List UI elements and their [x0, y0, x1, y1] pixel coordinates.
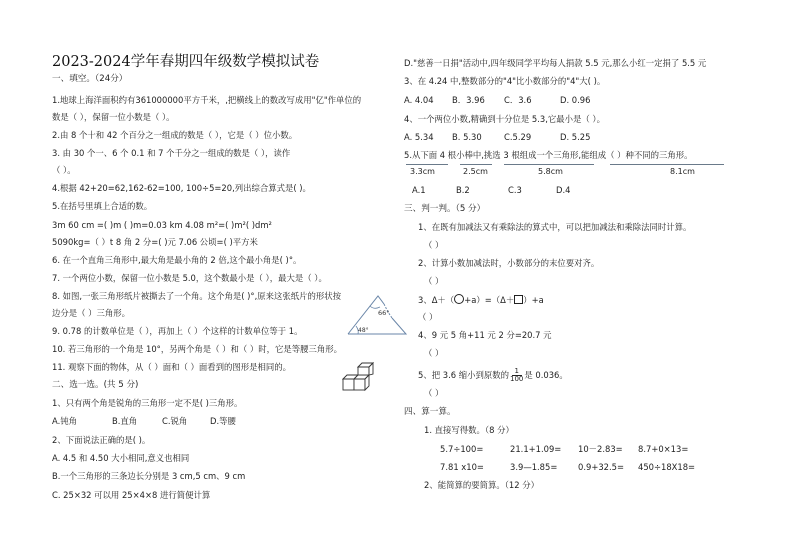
choice-q2-option-d: D."慈善一日捐"活动中,四年级同学平均每人捐款 5.5 元,那么小红一定捐了 5.5 元: [404, 58, 707, 68]
judge-q3-text-a: 3、Δ＋（: [418, 295, 455, 305]
q1-line-a: 1.地球上海洋面积约有361000000平方千米，,把横线上的数改写成用"亿"作单位的: [52, 95, 362, 105]
section1-heading: 一、填空。（24分）: [52, 74, 128, 84]
judge-q2-answer: （ ）: [424, 276, 444, 286]
calc-r2-c1: 7.81 x10=: [440, 462, 484, 472]
choice-q4-option-a: A. 5.34: [404, 132, 434, 142]
stick-2: [460, 164, 492, 165]
choice-q4-option-d: D. 5.25: [560, 132, 591, 142]
judge-q5-answer: （ ）: [424, 388, 444, 398]
judge-q1-line: 1、在既有加减法又有乘除法的算式中，可以把加减法和乘除法同时计算。: [418, 222, 692, 232]
calc-sub2-heading: 2、能简算的要简算。（12 分）: [424, 480, 539, 490]
stick-4: [610, 164, 724, 165]
q10-line: 10. 若三角形的一个角是 10°，另两个角是（ ）和（ ）时，它是等腰三角形。: [52, 344, 343, 354]
choice-q3-option-c: C．3.6: [504, 95, 532, 105]
section2-heading: 二、选一选。(共 5 分): [52, 380, 139, 390]
choice-q1-option-c: C.锐角: [162, 416, 188, 426]
judge-q5-text-a: 5、把 3.6 缩小到原数的: [418, 370, 509, 380]
judge-q3-line: [418, 294, 544, 305]
q8-line-a: 8. 如图,一张三角形纸片被撕去了一个角。这个角是( )°,原来这张纸片的形状按: [52, 291, 341, 301]
square-symbol-icon: [514, 295, 523, 304]
q7-line: 7. 一个两位小数，保留一位小数是 5.0，这个数最小是（ ），最大是（ ）。: [52, 273, 327, 283]
angle-48-label: 48°: [358, 327, 369, 334]
judge-q4-answer: （ ）: [424, 348, 444, 358]
choice-q1-line: 1、只有两个角是锐角的三角形一定不是( )三角形。: [52, 398, 243, 408]
calc-sub1-heading: 1. 直接写得数。（8 分）: [424, 425, 514, 435]
stick-1: [406, 164, 448, 165]
stick-2-label: 2.5cm: [463, 167, 488, 176]
choice-q1-option-a: A.钝角: [52, 416, 77, 426]
choice-q3-line: 3、在 4.24 中,整数部分的"4"比小数部分的"4"大( )。: [404, 76, 606, 86]
fraction-1-100: [510, 368, 523, 383]
q5-line: 5.在括号里填上合适的数。: [52, 201, 153, 211]
choice-q5-option-c: C.3: [508, 185, 522, 195]
calc-r2-c4: 450÷18X18=: [638, 462, 696, 472]
calc-r1-c3: 10－2.83=: [578, 444, 623, 454]
choice-q4-option-b: B. 5.30: [452, 132, 482, 142]
exam-title: 2023-2024学年春期四年级数学模拟试卷: [52, 54, 320, 70]
judge-q5-text-b: 是 0.036。: [524, 370, 568, 380]
calc-r2-c2: 3.9—1.85=: [510, 462, 558, 472]
q3-line-b: （ ）。: [52, 165, 76, 175]
q4-line: 4.根据 42+20=62,162-62=100, 100÷5=20,列出综合算式是( )。: [52, 183, 311, 193]
section4-heading: 四、算一算。: [404, 407, 456, 417]
choice-q3-option-d: D. 0.96: [560, 95, 591, 105]
calc-r1-c2: 21.1+1.09=: [510, 444, 562, 454]
stick-1-label: 3.3cm: [410, 167, 435, 176]
choice-q5-option-b: B.2: [456, 185, 470, 195]
choice-q1-option-d: D.等腰: [210, 416, 236, 426]
q2-line: 2.由 8 个十和 42 个百分之一组成的数是（ ），它是（ ）位小数。: [52, 130, 298, 140]
choice-q3-option-a: A. 4.04: [404, 95, 434, 105]
calc-r1-c4: 8.7+0×13=: [638, 444, 689, 454]
fraction-denominator: 100: [509, 375, 524, 383]
cube-stack-figure: [340, 362, 378, 394]
calc-r2-c3: 0.9+32.5=: [578, 462, 625, 472]
circle-symbol-icon: [454, 294, 464, 304]
judge-q3-text-b: +a）=（Δ＋: [464, 295, 515, 305]
q5-line-a: 3m 60 cm =( )m ( )m=0.03 km 4.08 m²=( )m²( )dm²: [52, 220, 272, 230]
q9-line: 9. 0.78 的计数单位是（ ），再加上（ ）个这样的计数单位等于 1。: [52, 326, 303, 336]
fraction-numerator: 1: [514, 367, 519, 375]
judge-q4-line: 4、9 元 5 角+11 元 2 分=20.7 元: [418, 330, 552, 340]
choice-q1-option-b: B.直角: [112, 416, 138, 426]
judge-q5-line: [418, 367, 568, 383]
q5-line-b: 5090kg=（ ）t 8 角 2 分=( )元 7.06 公顷=( )平方米: [52, 237, 258, 247]
choice-q2-option-a: A. 4.5 和 4.50 大小相同,意义也相同: [52, 453, 190, 463]
choice-q2-option-b: B.一个三角形的三条边长分别是 3 cm,5 cm、9 cm: [52, 471, 246, 481]
stick-3: [504, 164, 594, 165]
judge-q3-text-c: ）+a: [523, 295, 544, 305]
stick-4-label: 8.1cm: [670, 167, 695, 176]
q1-line-b: 数是（ ），保留一位小数是（ ）。: [52, 112, 175, 122]
section3-heading: 三、判一判。（5 分）: [404, 204, 486, 214]
choice-q5-option-a: A.1: [412, 185, 426, 195]
choice-q4-line: 4、一个两位小数,精确到十分位是 5.3,它最小是（ ）。: [404, 114, 605, 124]
stick-3-label: 5.8cm: [538, 167, 563, 176]
judge-q2-line: 2、计算小数加减法时，小数部分的末位要对齐。: [418, 258, 600, 268]
choice-q5-line: 5.从下面 4 根小棒中,挑选 3 根组成一个三角形,能组成（ ）种不同的三角形。: [404, 150, 693, 160]
choice-q3-option-b: B．3.96: [452, 95, 485, 105]
torn-triangle-figure: [344, 290, 410, 342]
choice-q2-line: 2、下面说法正确的是( )。: [52, 435, 151, 445]
judge-q3-answer: （ ）: [418, 312, 438, 322]
choice-q2-option-c: C. 25×32 可以用 25×4×8 进行简便计算: [52, 490, 211, 500]
q3-line-a: 3. 由 30 个一、6 个 0.1 和 7 个千分之一组成的数是（ ），读作: [52, 148, 291, 158]
choice-q4-option-c: C.5.29: [504, 132, 532, 142]
judge-q1-answer: （ ）: [424, 240, 444, 250]
choice-q5-option-d: D.4: [556, 185, 571, 195]
calc-r1-c1: 5.7÷100=: [440, 444, 484, 454]
q8-line-b: 边分是（ ）三角形。: [52, 308, 131, 318]
q11-line: 11. 观察下面的物体，从（ ）面和（ ）面看到的图形是相同的。: [52, 362, 292, 372]
q6-line: 6. 在一个直角三角形中,最大角是最小角的 2 倍,这个最小角是( )°。: [52, 255, 302, 265]
angle-66-label: 66°: [378, 309, 390, 317]
